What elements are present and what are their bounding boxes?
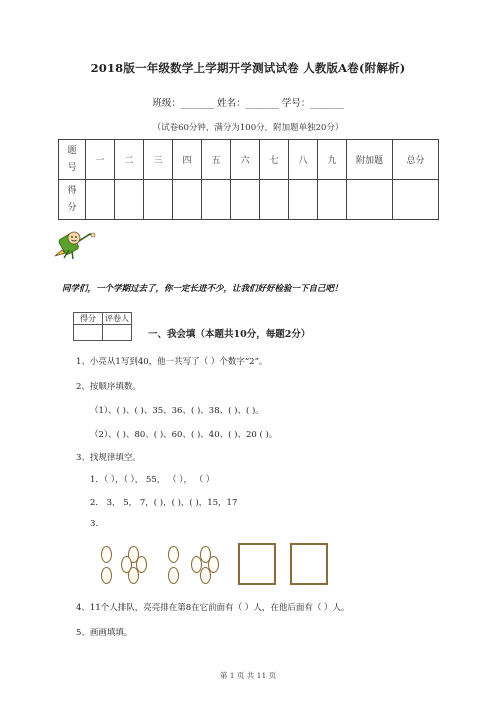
- col-header: 附加题: [347, 140, 393, 180]
- grader-score-label: 得分: [74, 313, 103, 325]
- section-title: 一、我会填（本题共10分，每题2分）: [148, 329, 311, 340]
- score-cell[interactable]: [289, 180, 318, 220]
- header-label-top: 题: [67, 145, 77, 156]
- page-footer: 第 1 页 共 11 页: [219, 671, 277, 680]
- col-header: 六: [231, 140, 260, 180]
- question-3: 3、找规律填空。: [76, 453, 141, 463]
- col-header: 九: [318, 140, 347, 180]
- grader-name-label: 评卷人: [103, 313, 132, 325]
- col-header: 三: [144, 140, 173, 180]
- grader-name-cell[interactable]: [103, 325, 132, 341]
- oval-shape: [101, 567, 112, 584]
- grader-box: [73, 312, 132, 341]
- score-cell[interactable]: [173, 180, 202, 220]
- score-table: [58, 139, 439, 220]
- question-2: 2、按顺序填数。: [76, 382, 141, 392]
- score-cell[interactable]: [144, 180, 173, 220]
- question-5: 5、画画填填。: [76, 628, 133, 638]
- score-label-top: 得: [67, 185, 77, 196]
- question-3-part-2: 2． 3， 5， 7，( )，( )，( )，15，17: [90, 498, 238, 508]
- question-1: 1、小亮从1写到40，他一共写了（ ）个数字“2”。: [76, 357, 268, 367]
- col-header: 七: [260, 140, 289, 180]
- score-cell[interactable]: [318, 180, 347, 220]
- paper-title: 2018版一年级数学上学期开学测试试卷 人教版A卷(附解析): [90, 61, 406, 75]
- encouragement-text: 同学们，一个学期过去了，你一定长进不少，让我们好好检验一下自己吧！: [62, 284, 343, 294]
- score-cell[interactable]: [202, 180, 231, 220]
- oval-shape: [200, 567, 211, 584]
- student-info-line: 班级：_______ 姓名：_______ 学号：_______: [152, 98, 344, 109]
- score-cell[interactable]: [393, 180, 439, 220]
- score-cell[interactable]: [231, 180, 260, 220]
- score-cell[interactable]: [260, 180, 289, 220]
- answer-box[interactable]: [238, 543, 276, 585]
- question-2-part-1: （1）、( )、( )、35、36、( )、38、( )、( )。: [90, 406, 264, 416]
- col-header: 四: [173, 140, 202, 180]
- oval-shape: [101, 546, 112, 563]
- oval-shape: [128, 567, 139, 584]
- grader-score-cell[interactable]: [74, 325, 103, 341]
- pencil-mascot-icon: [52, 229, 96, 261]
- score-cell[interactable]: [347, 180, 393, 220]
- score-table-header-row: [59, 140, 439, 180]
- col-header: 五: [202, 140, 231, 180]
- col-header: 一: [86, 140, 115, 180]
- score-cell[interactable]: [86, 180, 115, 220]
- oval-shape: [168, 546, 179, 563]
- score-cell[interactable]: [115, 180, 144, 220]
- question-4: 4、11个人排队，亮亮排在第8在它前面有（ ）人，在他后面有（ ）人。: [76, 603, 350, 613]
- col-header: 总分: [393, 140, 439, 180]
- question-2-part-2: （2）、( )、80、( )、60、( )、40、( )、20 ( )。: [90, 430, 278, 440]
- question-3-part-1: 1．（ ），（ ）， 55， （ ）， （ ）: [90, 475, 215, 485]
- col-header: 八: [289, 140, 318, 180]
- score-table-score-row: [59, 180, 439, 220]
- oval-shape: [168, 567, 179, 584]
- header-label-bottom: 号: [67, 162, 77, 173]
- score-label-bottom: 分: [67, 202, 77, 213]
- exam-note: （试卷60分钟，满分为100分，附加题单独20分）: [152, 123, 344, 133]
- answer-box[interactable]: [290, 543, 328, 585]
- header-label-cell: [59, 140, 86, 180]
- score-label-cell: [59, 180, 86, 220]
- question-3-part-3: 3.: [90, 519, 99, 529]
- col-header: 二: [115, 140, 144, 180]
